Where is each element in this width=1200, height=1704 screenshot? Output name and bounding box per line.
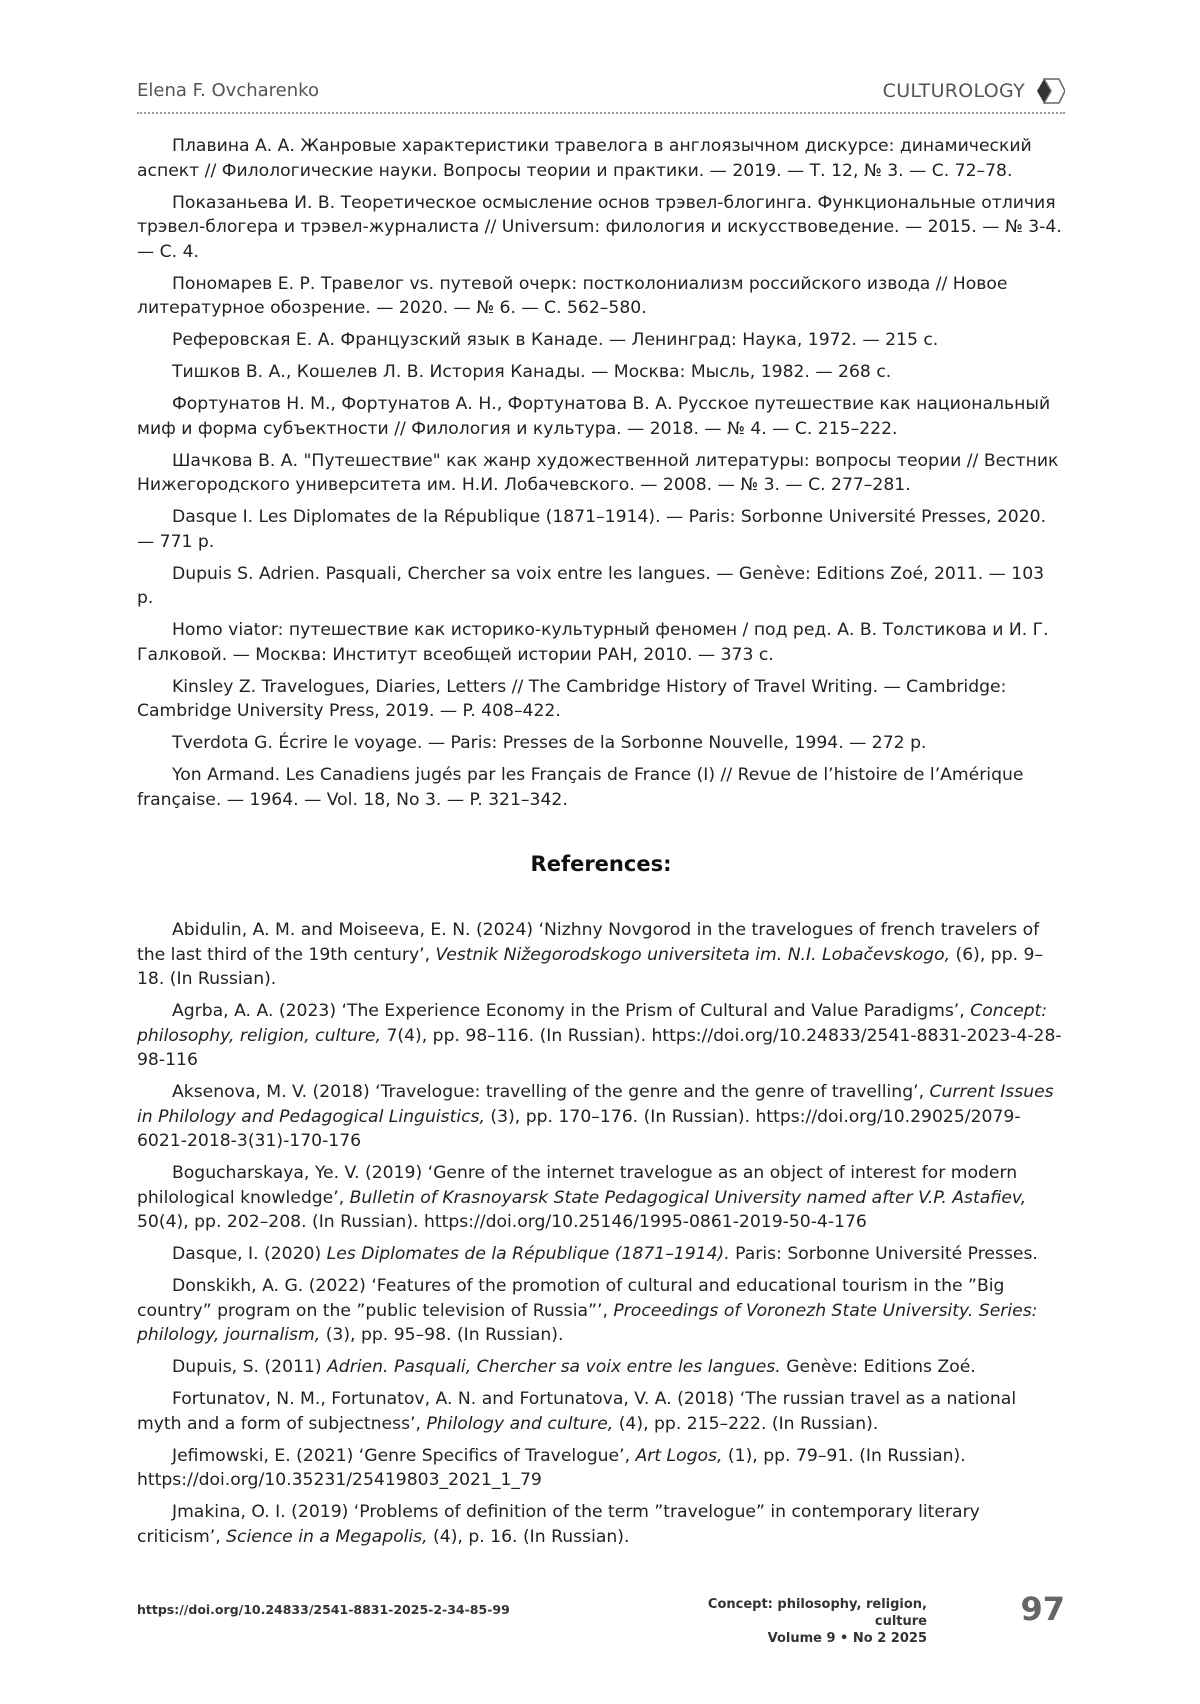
reference-item: Dupuis, S. (2011) Adrien. Pasquali, Chercher sa voix entre les langues. Genève: Editions Zoé. [172, 1357, 976, 1377]
reference-item: Fortunatov, N. M., Fortunatov, A. N. and Fortunatova, V. A. (2018) ‘The russian travel as a national myth and a form of subjectness’, Philology and culture, (4), pp. 215–222. (In Russian). [137, 1389, 1017, 1434]
reference-item: Bogucharskaya, Ye. V. (2019) ‘Genre of the internet travelogue as an object of interest for modern philological knowledge’, Bulletin of Krasnoyarsk State Pedagogical University named after V.P. Astafiev, 50(4), pp. 202–208. (In Russian). https://doi.org/10.25146/1995-0861-2019-50-4-176 [137, 1163, 1027, 1232]
reference-item: Dasque, I. (2020) Les Diplomates de la République (1871–1914). Paris: Sorbonne Université Presses. [172, 1244, 1038, 1264]
footer-journal-title: Concept: philosophy, religion, culture [707, 1597, 927, 1629]
literature-list [137, 134, 1065, 820]
page-footer [137, 1590, 1065, 1646]
literature-item: Пономарев Е. Р. Травелог vs. путевой очерк: постколониализм российского извода // Новое литературное обозрение. — 2020. — № 6. — С. 562–580. [137, 273, 1008, 318]
footer-journal [677, 1596, 927, 1647]
footer-doi: https://doi.org/10.24833/2541-8831-2025-2-34-85-99 [137, 1602, 510, 1617]
literature-item: Показаньева И. В. Теоретическое осмысление основ трэвел-блогинга. Функциональные отличия трэвел-блогера и трэвел-журналиста // Universum: филология и искусствоведение. — 2015. — № 3-4. — С. 4. [137, 192, 1062, 262]
literature-item: Kinsley Z. Travelogues, Diaries, Letters // The Cambridge History of Travel Writing. — Cambridge: Cambridge University Press, 2019. — P. 408–422. [137, 676, 1007, 721]
reference-item: Aksenova, M. V. (2018) ‘Travelogue: travelling of the genre and the genre of travelling’, Current Issues in Philology and Pedagogical Linguistics, (3), pp. 170–176. (In Russian). https://doi.org/10.29025/2079-6021-2018-3(31)-170-176 [137, 1082, 1054, 1151]
literature-item: Dasque I. Les Diplomates de la République (1871–1914). — Paris: Sorbonne Université Presses, 2020. — 771 p. [137, 507, 1047, 552]
literature-item: Tverdota G. Écrire le voyage. — Paris: Presses de la Sorbonne Nouvelle, 1994. — 272 p. [172, 733, 927, 753]
literature-item: Фортунатов Н. М., Фортунатов А. Н., Фортунатова В. А. Русское путешествие как национальный миф и форма субъектности // Филология и культура. — 2018. — № 4. — С. 215–222. [137, 394, 1051, 439]
references-heading: References: [530, 852, 672, 876]
literature-item: Homo viator: путешествие как историко-культурный феномен / под ред. А. В. Толстикова и И. Г. Галковой. — Москва: Институт всеобщей истории РАН, 2010. — 373 с. [137, 620, 1049, 665]
reference-item: Abidulin, A. M. and Moiseeva, E. N. (2024) ‘Nizhny Novgorod in the travelogues of french travelers of the last third of the 19th century’, Vestnik Nižegorodskogo universiteta im. N.I. Lobačevskogo, (6), pp. 9–18. (In Russian). [137, 920, 1044, 989]
header-section: CULTUROLOGY [882, 80, 1025, 102]
literature-item: Yon Armand. Les Canadiens jugés par les Français de France (I) // Revue de l’histoire de l’Amérique française. — 1964. — Vol. 18, No 3. — P. 321–342. [137, 765, 1024, 810]
page-number: 97 [1020, 1590, 1065, 1628]
reference-item: Jmakina, O. I. (2019) ‘Problems of definition of the term ”travelogue” in contemporary literary criticism’, Science in a Megapolis, (4), p. 16. (In Russian). [137, 1502, 980, 1547]
literature-item: Тишков В. А., Кошелев Л. В. История Канады. — Москва: Мысль, 1982. — 268 с. [172, 362, 892, 382]
header-dotted-rule [137, 112, 1065, 114]
running-header [137, 76, 1065, 116]
reference-item: Donskikh, A. G. (2022) ‘Features of the promotion of cultural and educational tourism in the ”Big country” program on the ”public television of Russia”’, Proceedings of Voronezh State University. Series: philology, journalism, (3), pp. 95–98. (In Russian). [137, 1276, 1038, 1345]
literature-item: Dupuis S. Adrien. Pasquali, Chercher sa voix entre les langues. — Genève: Editions Zoé, 2011. — 103 p. [137, 563, 1045, 608]
references-list [137, 918, 1065, 1557]
reference-item: Jefimowski, E. (2021) ‘Genre Specifics of Travelogue’, Art Logos, (1), pp. 79–91. (In Russian). https://doi.org/10.35231/25419803_2021_1_79 [137, 1445, 966, 1490]
literature-item: Шачкова В. А. "Путешествие" как жанр художественной литературы: вопросы теории // Вестник Нижегородского университета им. Н.И. Лобачевского. — 2008. — № 3. — С. 277–281. [137, 450, 1059, 495]
reference-item: Agrba, A. A. (2023) ‘The Experience Economy in the Prism of Cultural and Value Paradigms’, Concept: philosophy, religion, culture, 7(4), pp. 98–116. (In Russian). https://doi.org/10.24833/2541-8831-2023-4-28-98-116 [137, 1001, 1062, 1070]
literature-item: Плавина А. А. Жанровые характеристики травелога в англоязычном дискурсе: динамический аспект // Филологические науки. Вопросы теории и практики. — 2019. — Т. 12, № 3. — С. 72–78. [137, 136, 1032, 181]
footer-issue: Volume 9 • No 2 2025 [767, 1631, 927, 1646]
journal-logo-icon [1029, 76, 1065, 106]
header-author: Elena F. Ovcharenko [137, 80, 319, 101]
literature-item: Реферовская Е. А. Французский язык в Канаде. — Ленинград: Наука, 1972. — 215 с. [172, 330, 939, 350]
